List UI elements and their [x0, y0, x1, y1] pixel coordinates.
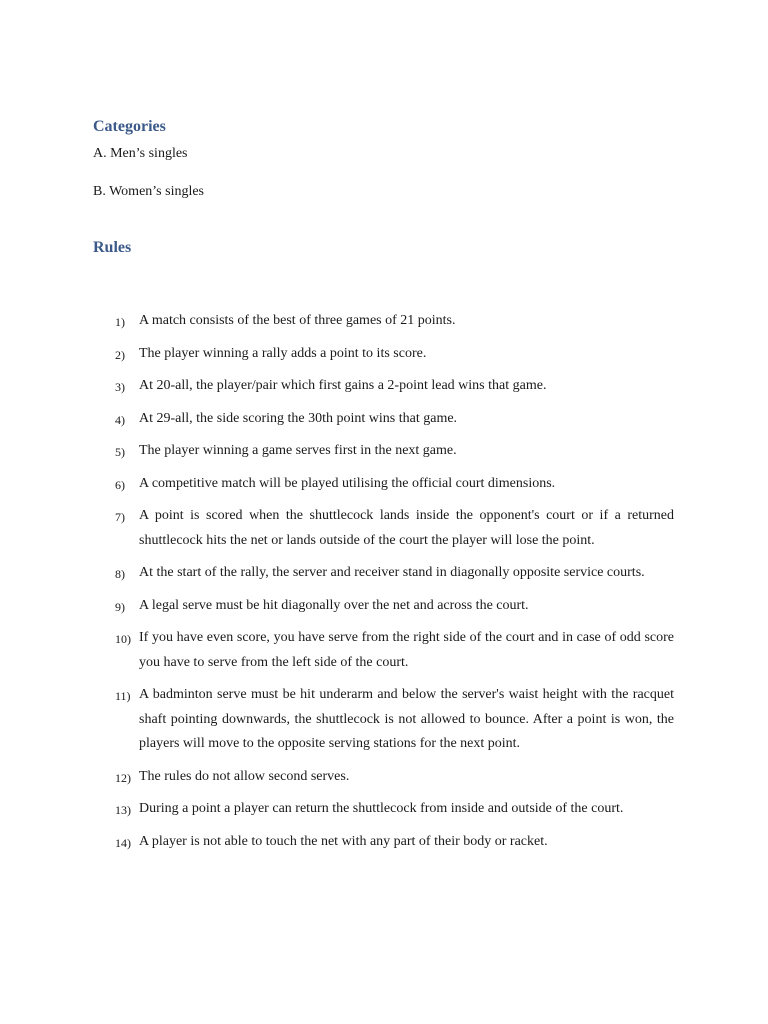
- category-item-mens-singles: A. Men’s singles: [93, 146, 188, 161]
- rule-number: 3): [115, 380, 125, 394]
- rule-item: [0, 407, 674, 432]
- rule-item: [0, 683, 674, 757]
- rule-item: [0, 626, 674, 675]
- rule-text: A point is scored when the shuttlecock lands inside the opponent's court or if a returned shuttlecock hits the net or lands outside of the court the player will lose the point.: [139, 508, 674, 548]
- rule-item: [0, 797, 674, 822]
- rule-number: 14): [115, 835, 131, 850]
- rule-number: 9): [115, 599, 125, 614]
- rule-item: [0, 594, 674, 619]
- rule-item: [0, 342, 674, 367]
- rule-number: 11): [115, 689, 131, 703]
- rule-text: A competitive match will be played utilising the official court dimensions.: [139, 475, 556, 491]
- rule-item: [0, 561, 674, 586]
- category-item-womens-singles: B. Women’s singles: [93, 184, 205, 199]
- rule-number: 6): [115, 477, 125, 492]
- categories-heading: Categories: [93, 118, 166, 135]
- rule-text: A match consists of the best of three games of 21 points.: [139, 313, 456, 328]
- rule-text: At 20-all, the player/pair which first gains a 2-point lead wins that game.: [139, 378, 547, 393]
- rule-text: A badminton serve must be hit underarm and below the server's waist height with the racquet shaft pointing downwards, the shuttlecock is not allowed to bounce. After a point is won, the players will move to the opposite serving stations for the next point.: [139, 687, 674, 751]
- rule-item: [0, 504, 674, 553]
- rules-list: [0, 309, 768, 862]
- rule-item: [0, 374, 674, 399]
- rule-text: The rules do not allow second serves.: [139, 768, 350, 784]
- rule-text: During a point a player can return the shuttlecock from inside and outside of the court.: [139, 801, 624, 816]
- rule-number: 2): [115, 347, 125, 362]
- rule-number: 13): [115, 803, 131, 817]
- rule-item: [0, 439, 674, 464]
- rule-item: [0, 765, 674, 790]
- rule-item: [0, 309, 674, 334]
- rule-number: 12): [115, 770, 131, 785]
- rule-number: 4): [115, 412, 125, 427]
- rule-item: [0, 830, 674, 855]
- rule-number: 5): [115, 445, 125, 459]
- rule-item: [0, 472, 674, 497]
- rule-number: 1): [115, 315, 125, 329]
- rule-text: A player is not able to touch the net with any part of their body or racket.: [139, 833, 548, 849]
- rule-text: A legal serve must be hit diagonally over the net and across the court.: [139, 597, 529, 613]
- rules-heading: Rules: [93, 239, 132, 256]
- rule-text: If you have even score, you have serve from the right side of the court and in case of odd score you have to serve from the left side of the court.: [139, 630, 674, 670]
- rule-text: The player winning a rally adds a point to its score.: [139, 345, 427, 361]
- rule-number: 10): [115, 632, 131, 646]
- rule-number: 7): [115, 510, 125, 524]
- rule-text: At the start of the rally, the server and receiver stand in diagonally opposite service courts.: [139, 565, 645, 580]
- rule-text: At 29-all, the side scoring the 30th point wins that game.: [139, 410, 458, 426]
- rule-number: 8): [115, 567, 125, 581]
- rule-text: The player winning a game serves first in the next game.: [139, 443, 457, 458]
